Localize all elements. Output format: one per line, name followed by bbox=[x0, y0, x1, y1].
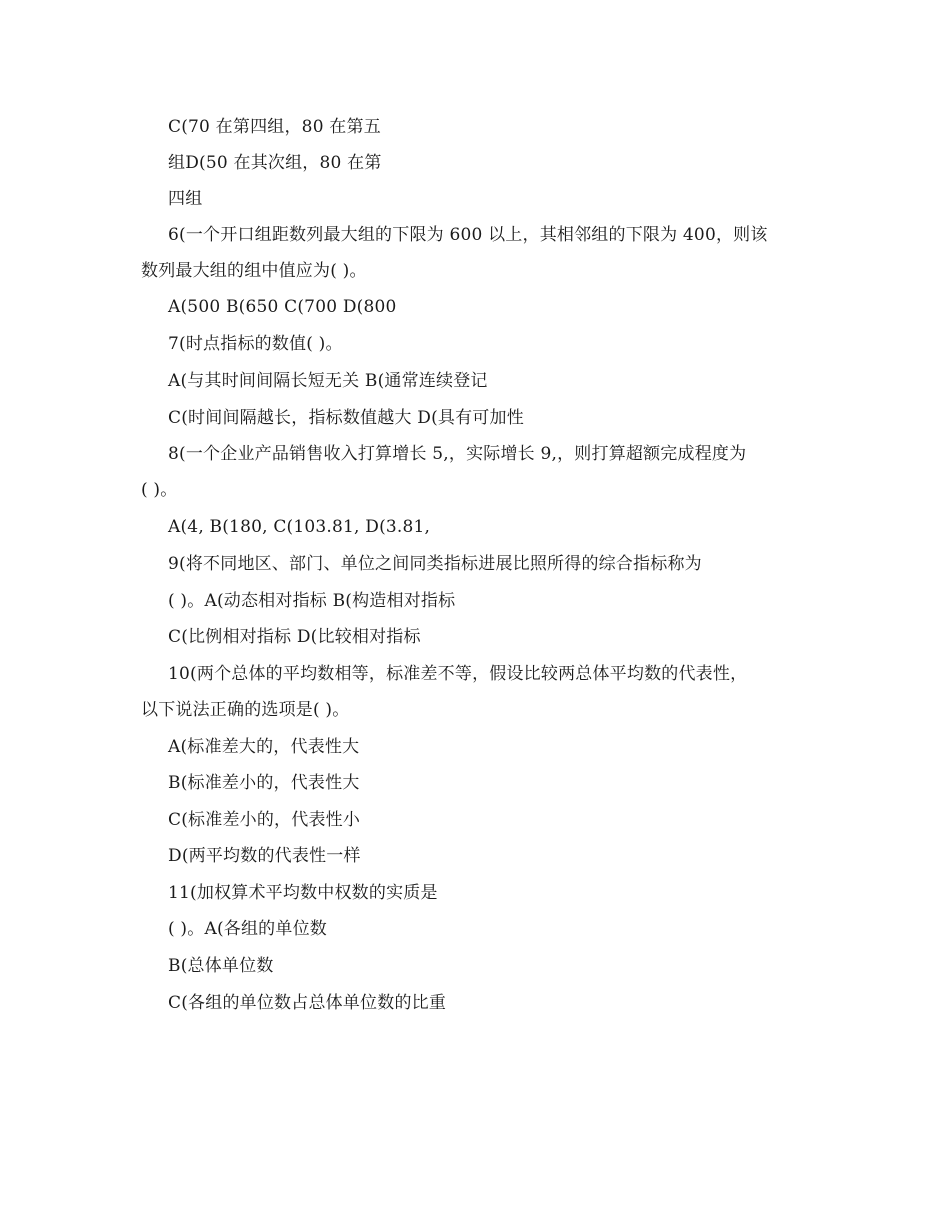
question-9-options: C(比例相对指标 D(比较相对指标 bbox=[168, 627, 421, 647]
question-10-option-d: D(两平均数的代表性一样 bbox=[168, 846, 361, 866]
text-line: ( )。 bbox=[141, 480, 178, 500]
text-line: 数列最大组的组中值应为( )。 bbox=[141, 261, 367, 281]
text-line: 四组 bbox=[168, 189, 203, 209]
question-9-options: ( )。A(动态相对指标 B(构造相对指标 bbox=[168, 591, 456, 611]
text-line: 以下说法正确的选项是( )。 bbox=[141, 700, 350, 720]
question-8-stem: 8(一个企业产品销售收入打算增长 5,，实际增长 9,，则打算超额完成程度为 bbox=[168, 444, 747, 464]
question-7-options: A(与其时间间隔长短无关 B(通常连续登记 bbox=[168, 371, 488, 391]
question-10-stem: 10(两个总体的平均数相等，标准差不等，假设比较两总体平均数的代表性， bbox=[168, 664, 748, 684]
question-9-stem: 9(将不同地区、部门、单位之间同类指标进展比照所得的综合指标称为 bbox=[168, 554, 702, 574]
question-10-option-a: A(标准差大的，代表性大 bbox=[168, 737, 360, 757]
question-11-stem: 11(加权算术平均数中权数的实质是 bbox=[168, 883, 438, 903]
question-10-option-b: B(标准差小的，代表性大 bbox=[168, 773, 360, 793]
question-6-stem: 6(一个开口组距数列最大组的下限为 600 以上，其相邻组的下限为 400，则该 bbox=[168, 225, 768, 245]
question-7-stem: 7(时点指标的数值( )。 bbox=[168, 334, 343, 354]
question-11-option-a: ( )。A(各组的单位数 bbox=[168, 919, 327, 939]
question-6-options: A(500 B(650 C(700 D(800 bbox=[168, 297, 397, 317]
question-8-options: A(4, B(180, C(103.81, D(3.81, bbox=[168, 517, 431, 537]
question-11-option-c: C(各组的单位数占总体单位数的比重 bbox=[168, 993, 447, 1013]
question-10-option-c: C(标准差小的，代表性小 bbox=[168, 810, 361, 830]
text-line: C(70 在第四组，80 在第五 bbox=[168, 117, 381, 137]
text-line: 组D(50 在其次组，80 在第 bbox=[168, 153, 382, 173]
question-11-option-b: B(总体单位数 bbox=[168, 956, 274, 976]
question-7-options: C(时间间隔越长，指标数值越大 D(具有可加性 bbox=[168, 408, 524, 428]
